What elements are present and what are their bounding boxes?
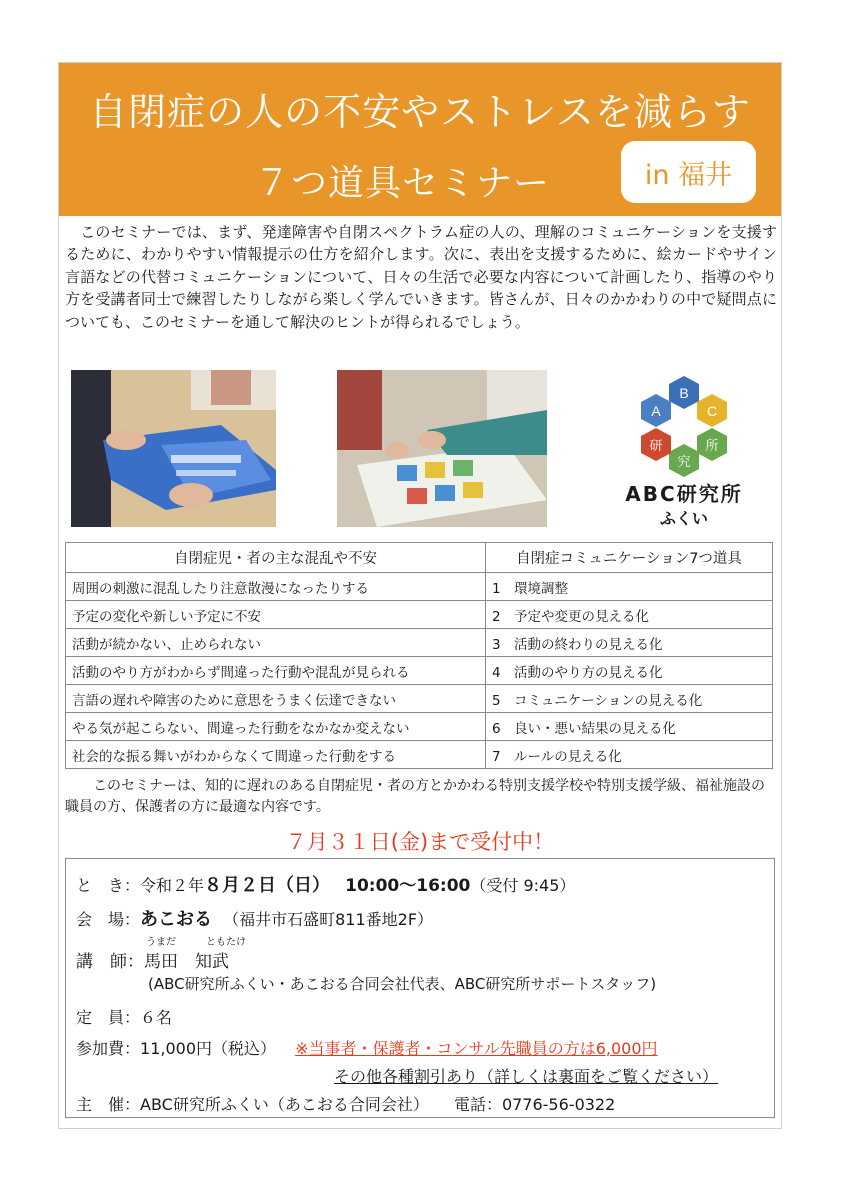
tool-number: 3 [492,636,501,653]
seven-tools-table [65,542,773,769]
date-reception: （受付 9:45） [470,876,576,895]
logo-letter-kyu: 究 [677,455,691,470]
lecturer-affiliation: (ABC研究所ふくい・あこおる合同会社代表、ABC研究所サポートスタッフ) [148,975,657,993]
fee-label: 参加費： [76,1039,141,1058]
title-line-2: ７つ道具セミナー [254,163,551,204]
lecturer-ruby-family: うまだ [146,937,176,948]
fee-discount: ※当事者・保護者・コンサル先職員の方は6,000円 [295,1039,658,1058]
table-row [66,573,773,601]
capacity-label: 定 員： [76,1008,141,1027]
abc-institute-logo [599,366,769,531]
table-header-tools: 自閉症コミュニケーション7つ道具 [486,543,773,573]
issue-cell: 予定の変化や新しい予定に不安 [66,601,486,629]
issue-cell: やる気が起こらない、間違った行動をなかなか変えない [66,713,486,741]
tool-label: 良い・悪い結果の見える化 [514,720,676,737]
tool-number: 6 [492,720,501,737]
table-row [66,657,773,685]
tool-label: 環境調整 [514,580,568,597]
info-row-capacity [76,1005,172,1028]
tool-label: ルールの見える化 [514,748,622,765]
tool-number: 1 [492,580,501,597]
tool-cell [486,601,773,629]
target-audience-note: このセミナーは、知的に遅れのある自閉症児・者の方とかかわる特別支援学校や特別支援学級、福祉施設の職員の方、保護者の方に最適な内容です。 [65,778,765,815]
organizer-phone: 電話：0776-56-0322 [453,1095,616,1114]
issue-cell: 活動のやり方がわからず間違った行動や混乱が見られる [66,657,486,685]
info-row-venue [76,905,433,931]
tool-number: 2 [492,608,501,625]
tool-label: 活動の終わりの見える化 [514,636,663,653]
seminar-photo-folder [71,370,276,527]
tool-cell [486,573,773,601]
venue-address: （福井市石盛町811番地2F） [223,910,434,929]
capacity-value: ６名 [140,1008,173,1027]
event-info-box [65,858,775,1118]
venue-label: 会 場： [76,910,141,929]
lecturer-ruby-given: ともたけ [206,937,246,948]
location-badge: in 福井 [621,141,756,203]
tool-cell [486,657,773,685]
organizer-value: ABC研究所ふくい（あこおる合同会社） [140,1095,429,1114]
lecturer-name: 馬田 知武 [144,952,229,972]
fee-other-discounts: その他各種割引あり（詳しくは裏面をご覧ください） [334,1067,719,1086]
date-time: 10:00〜16:00 [345,876,471,896]
table-header-row [66,543,773,573]
logo-name: ABC研究所 [625,482,743,506]
date-bold: ８月２日（日） [204,875,331,896]
intro-paragraph: このセミナーでは、まず、発達障害や自閉スペクトラム症の人の、理解のコミュニケーションを支援するために、わかりやすい情報提示の仕方を紹介します。次に、表出を支援するために、絵カードやサイン言語などの代替コミュニケーションについて、日々の生活で必要な内容について計画したり、指導のやり方を受講者同士で練習したりしながら楽しく学んでいきます。皆さんが、日々のかかわりの中で疑問点についても、このセミナーを通して解決のヒントが得られるでしょう。 [65,223,777,331]
logo-letter-b: B [679,385,689,401]
header-banner [59,63,781,216]
date-prefix: 令和２年 [140,876,205,895]
logo-letter-ken: 研 [649,439,663,454]
logo-hexagons-icon [599,366,769,478]
issue-cell: 活動が続かない、止められない [66,629,486,657]
venue-name: あこおる [140,909,213,930]
table-row [66,685,773,713]
table-row [66,713,773,741]
tool-label: 活動のやり方の見える化 [514,664,663,681]
fee-value: 11,000円（税込） [140,1039,277,1058]
deadline-notice: ７月３１日(金)まで受付中！ [285,830,555,854]
lecturer-label: 講 師： [76,952,144,972]
info-row-date [76,871,575,897]
logo-letter-c: C [706,403,718,419]
tool-label: コミュニケーションの見える化 [514,692,703,709]
logo-sub: ふくい [659,509,708,528]
table-row [66,741,773,769]
tool-number: 4 [492,664,501,681]
table-row [66,629,773,657]
logo-letter-a: A [651,403,661,419]
tool-number: 7 [492,748,501,765]
organizer-label: 主 催： [76,1095,141,1114]
tool-cell [486,685,773,713]
table-header-issues: 自閉症児・者の主な混乱や不安 [66,543,486,573]
issue-cell: 周囲の刺激に混乱したり注意散漫になったりする [66,573,486,601]
tool-label: 予定や変更の見える化 [514,608,649,625]
table-row [66,601,773,629]
date-label: と き： [76,876,141,895]
info-row-organizer [76,1092,615,1115]
title-line-1: 自閉症の人の不安やストレスを減らす [89,90,751,134]
tool-number: 5 [492,692,501,709]
seminar-photo-cards [337,370,547,527]
tool-cell [486,713,773,741]
issue-cell: 社会的な振る舞いがわからなくて間違った行動をする [66,741,486,769]
tool-cell [486,629,773,657]
issue-cell: 言語の遅れや障害のために意思をうまく伝達できない [66,685,486,713]
logo-letter-sho: 所 [705,439,719,454]
flyer-page [58,62,782,1129]
info-row-fee [76,1036,658,1059]
info-row-lecturer [76,947,229,972]
tool-cell [486,741,773,769]
